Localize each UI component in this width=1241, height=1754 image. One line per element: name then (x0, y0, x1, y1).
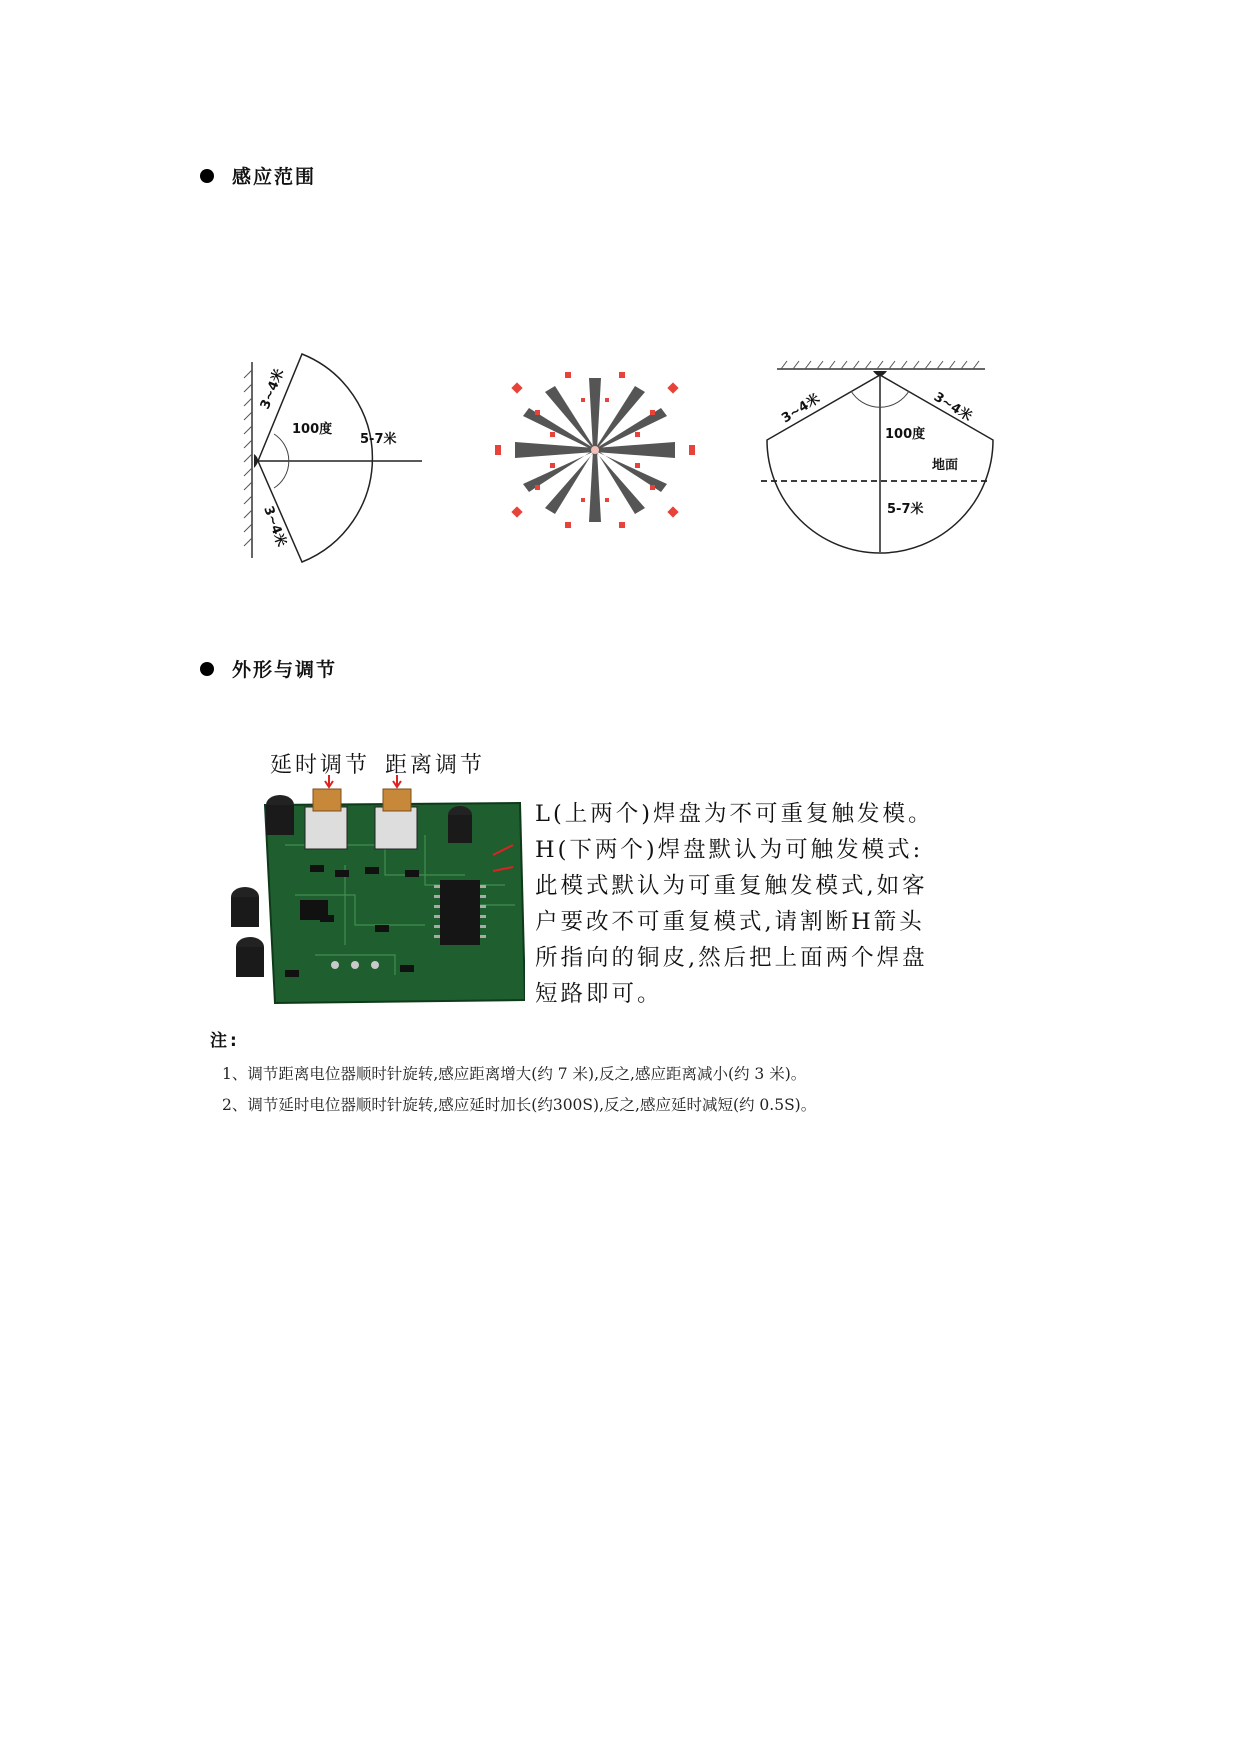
description-line: H(下两个)焊盘默认为可触发模式: (535, 837, 924, 863)
ceiling-right-distance-label: 3~4米 (930, 389, 975, 425)
section-heading-range (200, 162, 316, 189)
section-heading-shape (200, 655, 337, 682)
side-view-diagram (240, 350, 460, 570)
jumper-description (535, 796, 985, 1012)
side-top-distance-label: 3~4米 (257, 366, 288, 412)
side-range-label: 5-7米 (360, 432, 397, 447)
note-item: 2、调节延时电位器顺时针旋转,感应延时加长(约300S),反之,感应延时减短(约 0.5S)。 (222, 1096, 817, 1114)
delay-adjust-label: 延时调节 (270, 753, 371, 778)
description-line: 户要改不可重复模式,请割断H箭头 (535, 909, 925, 935)
bullet-icon (200, 662, 214, 676)
ceiling-view-diagram (755, 355, 995, 570)
fresnel-lens-pattern (490, 370, 700, 530)
description-line: L(上两个)焊盘为不可重复触发模。 (535, 801, 934, 827)
floor-label: 地面 (932, 458, 959, 473)
section-title-range: 感应范围 (232, 166, 317, 188)
ceiling-left-distance-label: 3~4米 (779, 391, 823, 427)
description-line: 所指向的铜皮,然后把上面两个焊盘 (535, 945, 928, 971)
side-angle-label: 100度 (292, 422, 333, 437)
pcb-module-photo (225, 775, 525, 1010)
distance-adjust-label: 距离调节 (385, 753, 486, 778)
description-line: 此模式默认为可重复触发模式,如客 (535, 873, 928, 899)
side-bottom-distance-label: 3~4米 (260, 504, 289, 549)
ceiling-angle-label: 100度 (885, 427, 926, 442)
note-item: 1、调节距离电位器顺时针旋转,感应距离增大(约 7 米),反之,感应距离减小(约 3 米)。 (222, 1065, 807, 1083)
bullet-icon (200, 169, 214, 183)
ceiling-range-label: 5-7米 (887, 502, 924, 517)
description-line: 短路即可。 (535, 981, 663, 1007)
section-title-shape: 外形与调节 (232, 659, 338, 681)
notes-title: 注: (210, 1031, 240, 1051)
